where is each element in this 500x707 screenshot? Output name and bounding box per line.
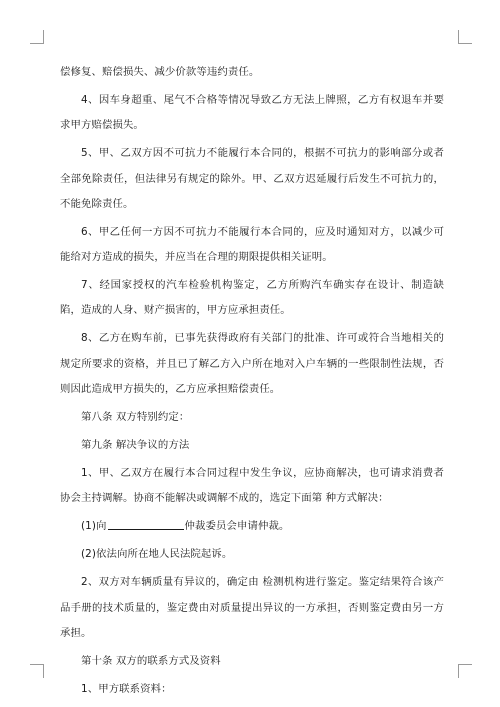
arbitration-prefix: (1)向 bbox=[81, 520, 107, 533]
crop-mark-bottom-left bbox=[30, 664, 44, 678]
document-body bbox=[60, 60, 444, 705]
crop-mark-top-right bbox=[458, 30, 472, 44]
paragraph-dispute-2: 2、双方对车辆质量有异议的，确定由 检测机构进行鉴定。鉴定结果符合该产品手册的技术质量的，鉴定费由对质量提出异议的一方承担，否则鉴定费由另一方承担。 bbox=[60, 576, 444, 639]
paragraph-clause-6: 6、甲乙任何一方因不可抗力不能履行本合同的，应及时通知对方，以减少可能给对方造成的损失，并应当在合理的期限提供相关证明。 bbox=[60, 225, 444, 264]
paragraph-party-a-contact: 1、甲方联系资料： bbox=[81, 682, 172, 695]
crop-mark-top-left bbox=[30, 30, 44, 44]
paragraph-continuation: 偿修复、赔偿损失、减少价款等违约责任。 bbox=[60, 66, 260, 78]
arbitration-suffix: 仲裁委员会申请仲裁。 bbox=[184, 520, 290, 533]
paragraph-clause-8: 8、乙方在购车前，已事先获得政府有关部门的批准、许可或符合当地相关的规定所要求的资格，并且已了解乙方入户所在地对入户车辆的一些限制性法规，否则因此造成甲方损失的，乙方应承担赔偿责任。 bbox=[60, 332, 444, 395]
paragraph-clause-4: 4、因车身超重、尾气不合格等情况导致乙方无法上牌照，乙方有权退车并要求甲方赔偿损失。 bbox=[60, 93, 444, 132]
article-9-heading: 第九条 解决争议的方法 bbox=[81, 438, 190, 451]
fill-in-blank bbox=[108, 519, 184, 530]
paragraph-arbitration-option bbox=[60, 514, 444, 539]
paragraph-dispute-1: 1、甲、乙双方在履行本合同过程中发生争议，应协商解决，也可请求消费者协会主持调解。协商不能解决或调解不成的，选定下面第 种方式解决： bbox=[60, 466, 444, 505]
paragraph-clause-5: 5、甲、乙双方因不可抗力不能履行本合同的，根据不可抗力的影响部分或者全部免除责任，但法律另有规定的除外。甲、乙双方迟延履行后发生不可抗力的，不能免除责任。 bbox=[60, 147, 444, 210]
paragraph-litigation-option: (2)依法向所在地人民法院起诉。 bbox=[81, 548, 233, 561]
crop-mark-bottom-right bbox=[458, 664, 472, 678]
article-10-heading: 第十条 双方的联系方式及资料 bbox=[81, 654, 221, 667]
paragraph-clause-7: 7、经国家授权的汽车检验机构鉴定，乙方所购汽车确实存在设计、制造缺陷，造成的人身、财产损害的，甲方应承担责任。 bbox=[60, 279, 444, 317]
article-8-heading: 第八条 双方特别约定： bbox=[81, 410, 190, 423]
